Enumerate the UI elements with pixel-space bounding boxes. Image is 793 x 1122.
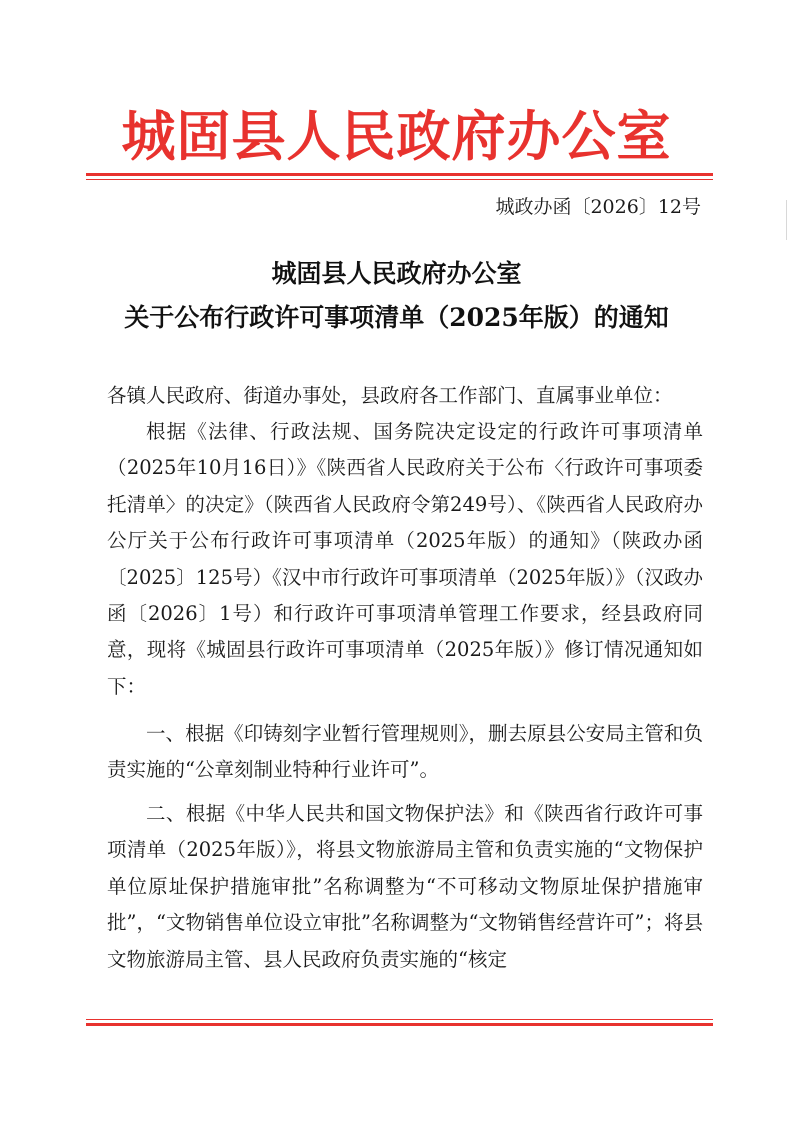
paragraph-text: 根据《法律、行政法规、国务院决定设定的行政许可事项清单（2025年10月16日）》《陕西省人民政府关于公布〈行政许可事项委托清单〉的决定》（陕西省人民政府令第249号）、《陕西省人民政府办公厅关于公布行政许可事项清单（2025年版）的通知》（陕政办函〔2025〕125号）《汉中市行政许可事项清单（2025年版）》（汉政办函〔2026〕1号）和行政许可事项清单管理工作要求，经县政府同意，现将《城固县行政许可事项清单（2025年版）》修订情况通知如下： bbox=[107, 420, 703, 698]
body-paragraph-1 bbox=[107, 414, 703, 705]
notice-title-line2: 关于公布行政许可事项清单（2025年版）的通知 bbox=[124, 303, 669, 332]
body-paragraph-3 bbox=[107, 796, 703, 978]
paragraph-text: 一、根据《印铸刻字业暂行管理规则》，删去原县公安局主管和负责实施的“公章刻制业特种行业许可”。 bbox=[107, 722, 703, 782]
paragraph-text: 二、根据《中华人民共和国文物保护法》和《陕西省行政许可事项清单（2025年版）》，将县文物旅游局主管和负责实施的“文物保护单位原址保护措施审批”名称调整为“不可移动文物原址保护措施审批”，“文物销售单位设立审批”名称调整为“文物销售经营许可”；将县文物旅游局主管、县人民政府负责实施的“核定 bbox=[107, 802, 703, 971]
footer-rule-thick bbox=[86, 1023, 713, 1026]
masthead-rule-thick bbox=[86, 173, 713, 176]
document-number: 城政办函〔2026〕12号 bbox=[495, 196, 701, 218]
body-paragraph-2 bbox=[107, 716, 703, 789]
scan-edge-mark bbox=[786, 200, 787, 240]
agency-masthead: 城固县人民政府办公室 bbox=[121, 104, 672, 168]
notice-title-line1: 城固县人民政府办公室 bbox=[271, 259, 522, 288]
masthead-rule-thin bbox=[86, 179, 713, 180]
footer-rule-thin bbox=[86, 1019, 713, 1020]
addressee: 各镇人民政府、街道办事处，县政府各工作部门、直属事业单位： bbox=[107, 384, 673, 407]
